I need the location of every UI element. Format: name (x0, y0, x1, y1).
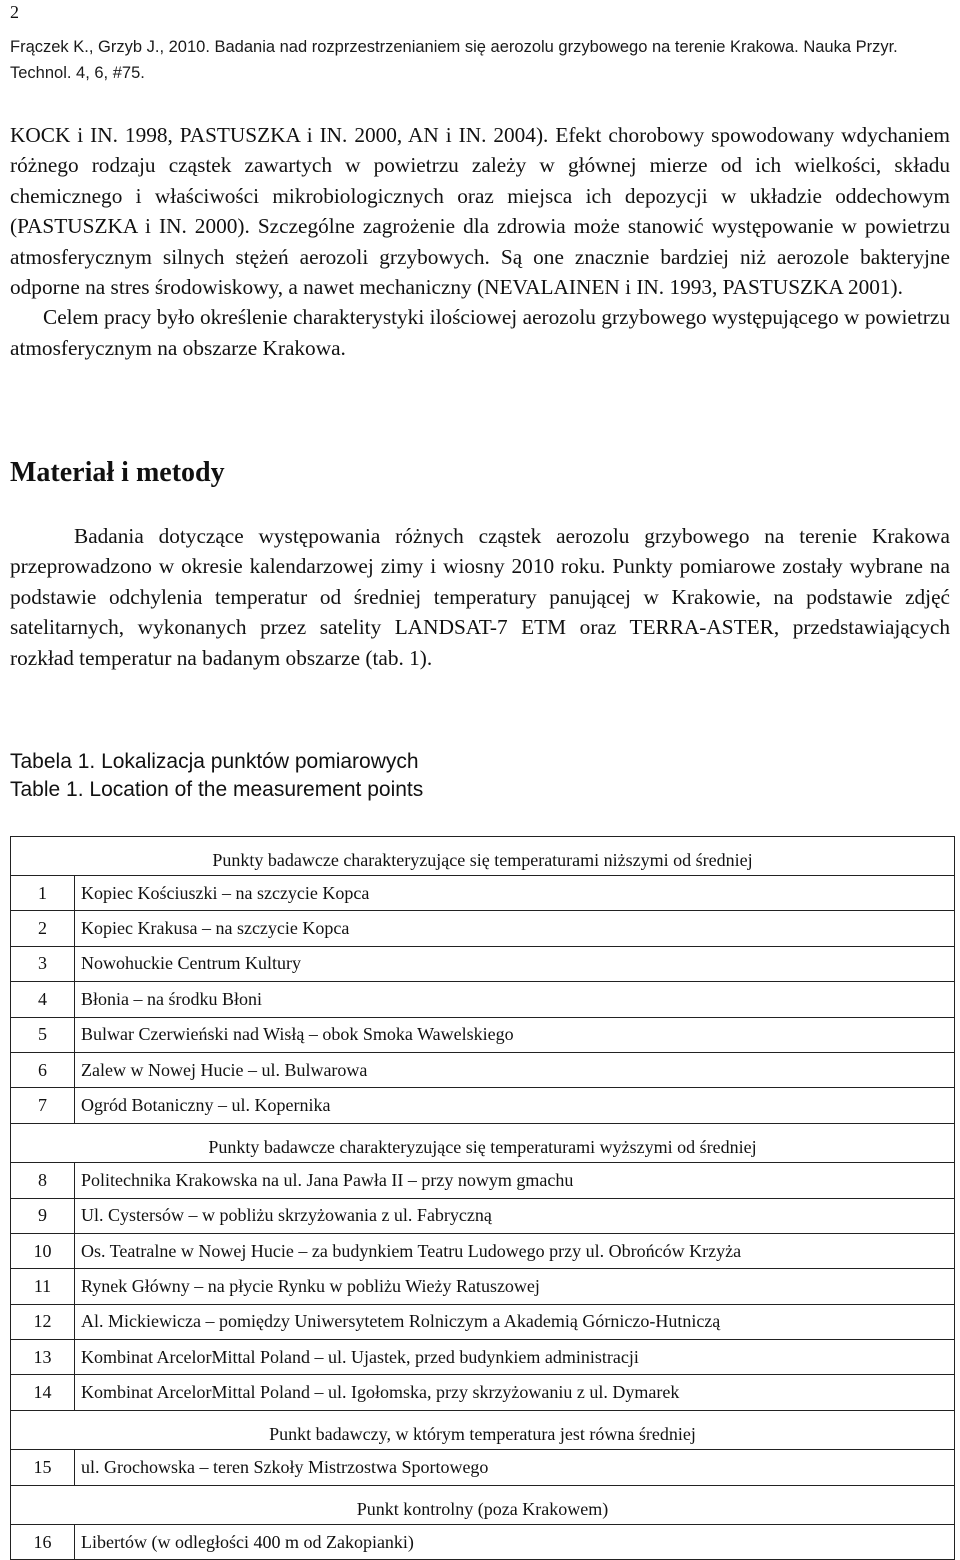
table-row (11, 1017, 955, 1052)
table-row (11, 1163, 955, 1198)
table-group-row (11, 1410, 955, 1449)
table-cell-location: Ul. Cystersów – w pobliżu skrzyżowania z ul. Fabryczną (75, 1198, 955, 1233)
table-cell-location: Libertów (w odległości 400 m od Zakopianki) (75, 1525, 955, 1560)
table-row (11, 1340, 955, 1375)
table-row (11, 911, 955, 946)
table-cell-location: Kombinat ArcelorMittal Poland – ul. Igołomska, przy skrzyżowaniu z ul. Dymarek (75, 1375, 955, 1410)
table-cell-location: Ogród Botaniczny – ul. Kopernika (75, 1088, 955, 1123)
intro-text (10, 120, 950, 363)
table-cell-number: 8 (11, 1163, 75, 1198)
table-group-row (11, 1485, 955, 1524)
methods-paragraph: Badania dotyczące występowania różnych cząstek aerozolu grzybowego na terenie Krakowa przeprowadzono w okresie kalendarzowej zimy i wiosny 2010 roku. Punkty pomiarowe zostały wybrane na podstawie odchylenia temperatur od średniej temperatury panującej w Krakowie, na podstawie zdjęć satelitarnych, wykonanych przez satelity LANDSAT-7 ETM oraz TERRA-ASTER, przedstawiających rozkład temperatur na badanym obszarze (tab. 1). (10, 524, 950, 670)
table-cell-number: 7 (11, 1088, 75, 1123)
table-row (11, 1304, 955, 1339)
table-group-title: Punkt kontrolny (poza Krakowem) (11, 1485, 955, 1524)
table-row (11, 1450, 955, 1485)
table-cell-location: Nowohuckie Centrum Kultury (75, 946, 955, 981)
table-row (11, 1198, 955, 1233)
table-cell-location: ul. Grochowska – teren Szkoły Mistrzostwa Sportowego (75, 1450, 955, 1485)
table-cell-number: 2 (11, 911, 75, 946)
table-group-title: Punkty badawcze charakteryzujące się temperaturami wyższymi od średniej (11, 1123, 955, 1162)
table-row (11, 1375, 955, 1410)
table-group-row (11, 1123, 955, 1162)
table-cell-number: 13 (11, 1340, 75, 1375)
table-cell-location: Zalew w Nowej Hucie – ul. Bulwarowa (75, 1052, 955, 1087)
table-row (11, 876, 955, 911)
table-cell-location: Kombinat ArcelorMittal Poland – ul. Ujastek, przed budynkiem administracji (75, 1340, 955, 1375)
table-cell-number: 4 (11, 982, 75, 1017)
intro-paragraph-2: Celem pracy było określenie charakterystyki ilościowej aerozolu grzybowego występującego w powietrzu atmosferycznym na obszarze Krakowa. (10, 305, 950, 360)
locations-table (10, 836, 955, 1560)
table-cell-number: 6 (11, 1052, 75, 1087)
table-row (11, 1052, 955, 1087)
table-cell-location: Kopiec Kościuszki – na szczycie Kopca (75, 876, 955, 911)
table-cell-number: 14 (11, 1375, 75, 1410)
table-cell-number: 15 (11, 1450, 75, 1485)
table-group-row (11, 837, 955, 876)
table-cell-number: 11 (11, 1269, 75, 1304)
table-cell-number: 9 (11, 1198, 75, 1233)
table-row (11, 946, 955, 981)
table-cell-number: 12 (11, 1304, 75, 1339)
table-cell-location: Al. Mickiewicza – pomiędzy Uniwersytetem Rolniczym a Akademią Górniczo-Hutniczą (75, 1304, 955, 1339)
table-row (11, 1525, 955, 1560)
running-header: Frączek K., Grzyb J., 2010. Badania nad rozprzestrzenianiem się aerozolu grzybowego na terenie Krakowa. Nauka Przyr. Technol. 4, 6, #75. (10, 38, 898, 82)
table-row (11, 1269, 955, 1304)
table-caption-pl: Tabela 1. Lokalizacja punktów pomiarowych (10, 750, 419, 773)
table-cell-number: 16 (11, 1525, 75, 1560)
table-cell-location: Rynek Główny – na płycie Rynku w pobliżu Wieży Ratuszowej (75, 1269, 955, 1304)
table-row (11, 982, 955, 1017)
table-cell-location: Os. Teatralne w Nowej Hucie – za budynkiem Teatru Ludowego przy ul. Obrońców Krzyża (75, 1233, 955, 1268)
table-cell-number: 1 (11, 876, 75, 911)
intro-paragraph-1: KOCK i IN. 1998, PASTUSZKA i IN. 2000, AN i IN. 2004). Efekt chorobowy spowodowany wdychaniem różnego rodzaju cząstek zawartych w powietrzu zależy w głównej mierze od ich wielkości, składu chemicznego i właściwości mikrobiologicznych oraz miejsca ich depozycji w układzie oddechowym (PASTUSZKA i IN. 2000). Szczególne zagrożenie dla zdrowia może stanowić występowanie w powietrzu atmosferycznym silnych stężeń aerozoli grzybowych. Są one znacznie bardziej niż aerozole bakteryjne odporne na stres środowiskowy, a nawet mechaniczny (NEVALAINEN i IN. 1993, PASTUSZKA 2001). (10, 123, 950, 300)
table-cell-location: Błonia – na środku Błoni (75, 982, 955, 1017)
table-cell-number: 3 (11, 946, 75, 981)
table-row (11, 1233, 955, 1268)
table-group-title: Punkty badawcze charakteryzujące się temperaturami niższymi od średniej (11, 837, 955, 876)
table-cell-location: Kopiec Krakusa – na szczycie Kopca (75, 911, 955, 946)
table-group-title: Punkt badawczy, w którym temperatura jest równa średniej (11, 1410, 955, 1449)
table-row (11, 1088, 955, 1123)
table-caption-en: Table 1. Location of the measurement points (10, 778, 424, 801)
table-cell-number: 10 (11, 1233, 75, 1268)
table-cell-location: Politechnika Krakowska na ul. Jana Pawła II – przy nowym gmachu (75, 1163, 955, 1198)
section-heading: Materiał i metody (10, 457, 225, 488)
table-cell-number: 5 (11, 1017, 75, 1052)
table-cell-location: Bulwar Czerwieński nad Wisłą – obok Smoka Wawelskiego (75, 1017, 955, 1052)
page-number: 2 (10, 2, 19, 22)
